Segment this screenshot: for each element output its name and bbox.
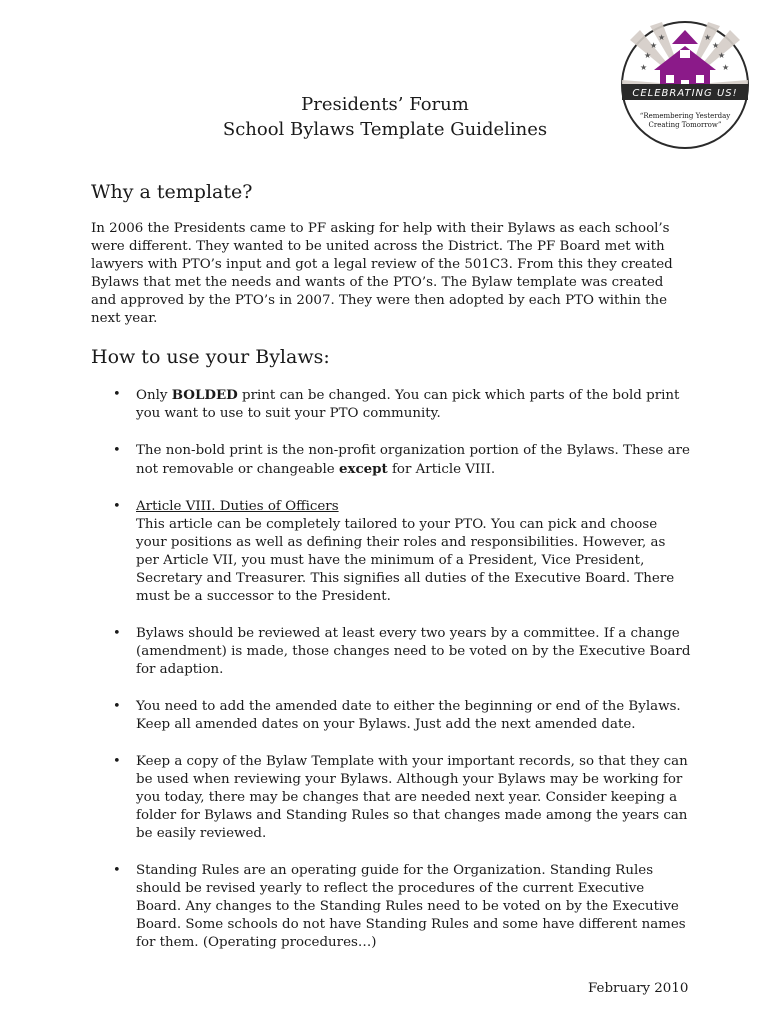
section-heading-how: How to use your Bylaws: xyxy=(91,346,330,368)
title-line2: School Bylaws Template Guidelines xyxy=(222,119,548,140)
svg-text:★: ★ xyxy=(712,41,720,50)
guidelines-list xyxy=(91,386,691,971)
article-viii-title: Article VIII. Duties of Officers xyxy=(136,499,339,514)
logo-motto-line1: “Remembering Yesterday xyxy=(639,112,731,120)
bullet-icon: • xyxy=(113,387,121,402)
logo-banner: CELEBRATING US! xyxy=(632,88,738,99)
bullet-icon: • xyxy=(113,754,121,769)
svg-text:★: ★ xyxy=(722,63,730,72)
bullet-icon: • xyxy=(113,863,121,878)
svg-text:★: ★ xyxy=(650,41,658,50)
bullet-icon: • xyxy=(113,699,121,714)
svg-text:★: ★ xyxy=(718,51,726,60)
logo-motto-line2: Creating Tomorrow” xyxy=(648,121,722,129)
svg-text:★: ★ xyxy=(704,33,712,42)
svg-text:★: ★ xyxy=(644,51,652,60)
list-item: • Standing Rules are an operating guide for the Organization. Standing Rules should be revised yearly to reflect the procedures of the current Executive Board. Any changes to the Standing Rules need to be voted on by the Executive Board. Some schools do not have Standing Rules and some have different names for them. (Operating procedures…) xyxy=(113,863,686,950)
svg-text:★: ★ xyxy=(640,63,648,72)
list-item: • Only BOLDED print can be changed. You can pick which parts of the bold print you want to use to suit your PTO community. xyxy=(113,387,680,421)
intro-paragraph: In 2006 the Presidents came to PF asking for help with their Bylaws as each school’s were different. They wanted to be united across the District. The PF Board met with lawyers with PTO’s input and got a legal review of the 501C3. From this they created Bylaws that met the needs and wants of the PTO’s. The Bylaw template was created and approved by the PTO’s in 2007. They were then adopted by each PTO within the next year. xyxy=(91,221,673,326)
bullet-icon: • xyxy=(113,626,121,641)
list-item: • Article VIII. Duties of Officers This article can be completely tailored to your PTO. You can pick and choose your positions as well as defining their roles and responsibilities. However, as per Article VII, you must have the minimum of a President, Vice President, Secretary and Treasurer. This signifies all duties of the Executive Board. There must be a successor to the President. xyxy=(113,499,675,604)
svg-text:★: ★ xyxy=(658,33,666,42)
bullet-icon: • xyxy=(113,443,121,458)
list-item: • Bylaws should be reviewed at least every two years by a committee. If a change (amendment) is made, those changes need to be voted on by the Executive Board for adaption. xyxy=(113,626,691,677)
footer-date: February 2010 xyxy=(588,981,689,996)
list-item: • The non-bold print is the non-profit organization portion of the Bylaws. These are not removable or changeable except for Article VIII. xyxy=(113,443,690,477)
document-title xyxy=(0,92,770,142)
list-item: • You need to add the amended date to either the beginning or end of the Bylaws. Keep all amended dates on your Bylaws. Just add the next amended date. xyxy=(113,699,681,732)
list-item: • Keep a copy of the Bylaw Template with your important records, so that they can be used when reviewing your Bylaws. Although your Bylaws may be working for you today, there may be changes that are needed next year. Consider keeping a folder for Bylaws and Standing Rules so that changes made among the years can be easily reviewed. xyxy=(113,754,688,841)
title-line1: Presidents’ Forum xyxy=(301,94,469,115)
bullet-icon: • xyxy=(113,499,121,514)
section-heading-why: Why a template? xyxy=(91,181,253,203)
